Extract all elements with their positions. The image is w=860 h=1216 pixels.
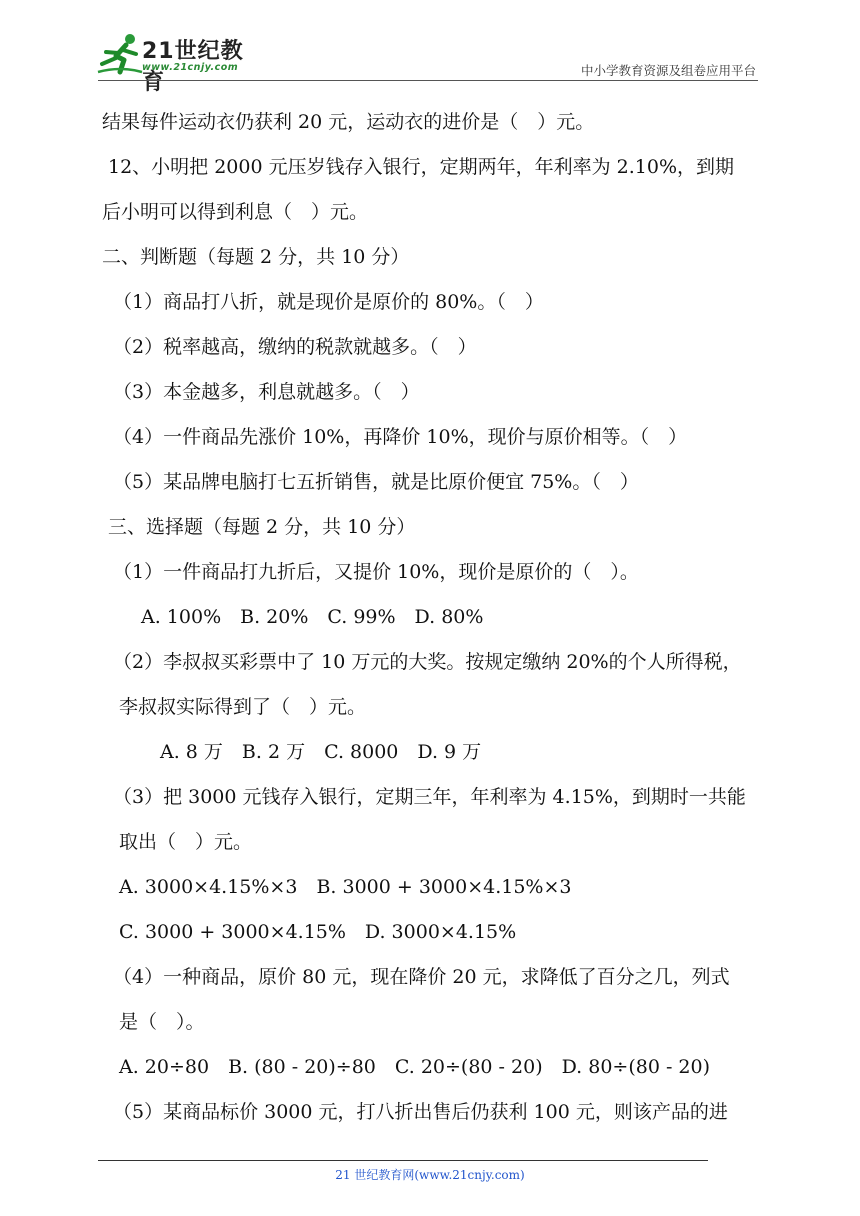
choice-question: （2）李叔叔买彩票中了 10 万元的大奖。按规定缴纳 20%的个人所得税， — [113, 651, 742, 673]
text-line: 后小明可以得到利息（ ）元。 — [102, 201, 369, 223]
choice-options: A. 100% B. 20% C. 99% D. 80% — [141, 606, 484, 628]
text-line: 取出（ ）元。 — [119, 831, 253, 853]
runner-icon — [96, 32, 144, 76]
question-12: 12、小明把 2000 元压岁钱存入银行，定期两年，年利率为 2.10%，到期 — [108, 156, 735, 178]
judgement-item: （3）本金越多，利息就越多。（ ） — [113, 381, 420, 403]
logo-url: www.21cnjy.com — [142, 62, 239, 73]
judgement-item: （4）一件商品先涨价 10%，再降价 10%，现价与原价相等。（ ） — [113, 426, 688, 448]
choice-options: A. 20÷80 B. (80 - 20)÷80 C. 20÷(80 - 20) D. 80÷(80 - 20) — [119, 1056, 711, 1078]
logo-text: 21世纪教育 — [142, 39, 244, 95]
header-platform-text: 中小学教育资源及组卷应用平台 — [580, 63, 756, 78]
choice-question: （1）一件商品打九折后，又提价 10%，现价是原价的（ ）。 — [113, 561, 639, 583]
section-heading-choice: 三、选择题（每题 2 分，共 10 分） — [108, 516, 416, 538]
site-logo — [96, 32, 266, 95]
header-divider — [98, 80, 758, 81]
choice-options: C. 3000 + 3000×4.15% D. 3000×4.15% — [119, 921, 517, 943]
footer-link[interactable]: 21 世纪教育网(www.21cnjy.com) — [335, 1168, 525, 1182]
choice-question: （4）一种商品，原价 80 元，现在降价 20 元，求降低了百分之几，列式 — [113, 966, 730, 988]
text-line: 是（ ）。 — [119, 1011, 205, 1033]
choice-question: （3）把 3000 元钱存入银行，定期三年，年利率为 4.15%，到期时一共能 — [113, 786, 746, 808]
choice-question: （5）某商品标价 3000 元，打八折出售后仍获利 100 元，则该产品的进 — [113, 1101, 728, 1123]
page-header — [0, 0, 860, 95]
choice-options: A. 3000×4.15%×3 B. 3000 + 3000×4.15%×3 — [119, 876, 572, 898]
section-heading-judgement: 二、判断题（每题 2 分，共 10 分） — [102, 246, 410, 268]
text-line: 李叔叔实际得到了（ ）元。 — [119, 696, 367, 718]
judgement-item: （5）某品牌电脑打七五折销售，就是比原价便宜 75%。（ ） — [113, 471, 639, 493]
judgement-item: （1）商品打八折，就是现价是原价的 80%。（ ） — [113, 291, 544, 313]
text-line: 结果每件运动衣仍获利 20 元，运动衣的进价是（ ）元。 — [102, 111, 595, 133]
judgement-item: （2）税率越高，缴纳的税款就越多。（ ） — [113, 336, 477, 358]
choice-options: A. 8 万 B. 2 万 C. 8000 D. 9 万 — [160, 741, 482, 763]
footer-divider — [98, 1160, 708, 1161]
